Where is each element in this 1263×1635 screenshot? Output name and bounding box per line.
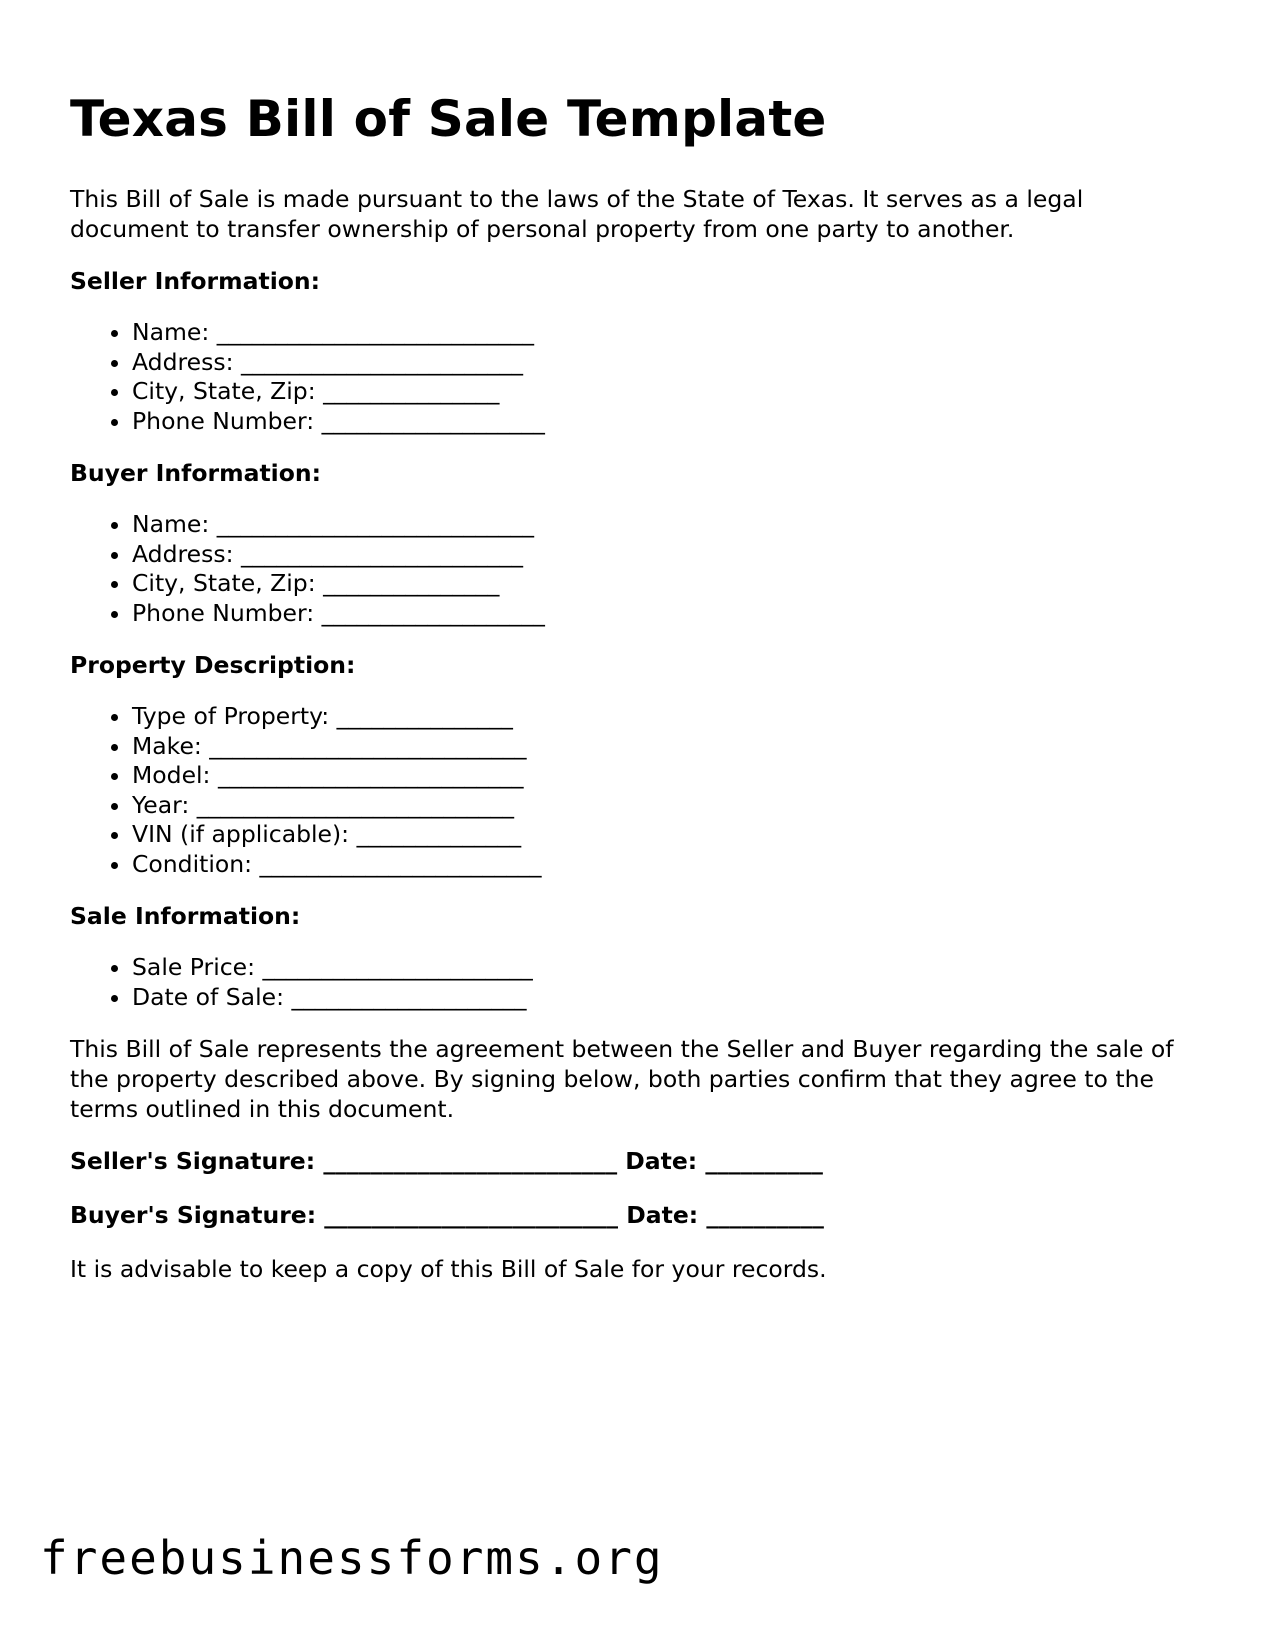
sale-section-heading: Sale Information: [70,902,301,930]
property-make-field: • Make: ___________________________ [132,732,1200,762]
watermark: freebusinessforms.org [40,1531,664,1585]
buyer-fields-list [70,510,1200,628]
property-fields-list [70,702,1200,879]
sale-price-field: • Sale Price: _______________________ [132,953,1200,983]
seller-fields-list [70,318,1200,436]
buyer-address-field: • Address: ________________________ [132,540,1200,570]
sale-date-field: • Date of Sale: ____________________ [132,983,1200,1013]
seller-city-state-zip-field: • City, State, Zip: _______________ [132,377,1200,407]
buyer-name-field: • Name: ___________________________ [132,510,1200,540]
buyer-signature-line: Buyer's Signature: _________________________ Date: __________ [70,1201,824,1229]
seller-name-field: • Name: ___________________________ [132,318,1200,348]
buyer-city-state-zip-field: • City, State, Zip: _______________ [132,569,1200,599]
sale-fields-list [70,953,1200,1012]
property-section-heading: Property Description: [70,651,356,679]
property-year-field: • Year: ___________________________ [132,791,1200,821]
document-page [70,86,1200,1306]
property-model-field: • Model: __________________________ [132,761,1200,791]
buyer-section-heading: Buyer Information: [70,459,322,487]
property-type-field: • Type of Property: _______________ [132,702,1200,732]
buyer-phone-field: • Phone Number: ___________________ [132,599,1200,629]
seller-address-field: • Address: ________________________ [132,348,1200,378]
seller-phone-field: • Phone Number: ___________________ [132,407,1200,437]
property-vin-field: • VIN (if applicable): ______________ [132,820,1200,850]
agreement-paragraph: This Bill of Sale represents the agreement between the Seller and Buyer regarding the sale of the property described above. By signing below, both parties confirm that they agree to the terms outlined in this document. [70,1035,1174,1123]
property-condition-field: • Condition: ________________________ [132,850,1200,880]
document-title: Texas Bill of Sale Template [70,90,827,148]
intro-paragraph: This Bill of Sale is made pursuant to the laws of the State of Texas. It serves as a legal document to transfer ownership of personal property from one party to another. [70,185,1084,243]
closing-note: It is advisable to keep a copy of this Bill of Sale for your records. [70,1255,827,1283]
seller-signature-line: Seller's Signature: _________________________ Date: __________ [70,1147,823,1175]
seller-section-heading: Seller Information: [70,267,321,295]
